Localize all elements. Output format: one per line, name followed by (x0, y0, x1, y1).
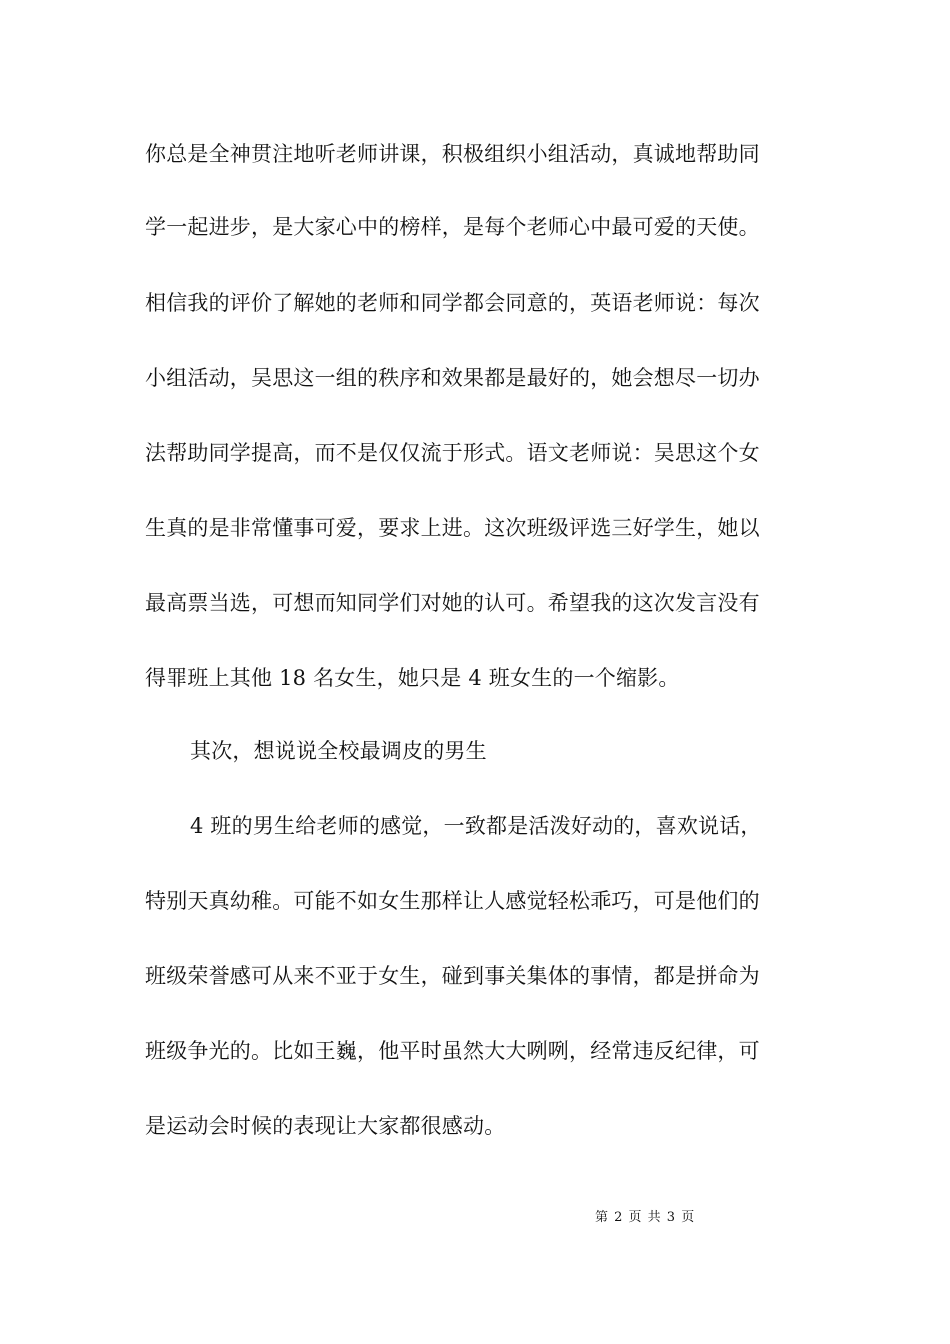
text-line: 是运动会时候的表现让大家都很感动。 (145, 1114, 506, 1138)
text-line: 你总是全神贯注地听老师讲课，积极组织小组活动，真诚地帮助同 (145, 142, 760, 166)
text-line: 生真的是非常懂事可爱，要求上进。这次班级评选三好学生，她以 (145, 516, 760, 540)
text-line: 特别天真幼稚。可能不如女生那样让人感觉轻松乖巧，可是他们的 (145, 889, 760, 913)
text-line: 相信我的评价了解她的老师和同学都会同意的，英语老师说：每次 (145, 291, 760, 315)
text-line: 班级荣誉感可从来不亚于女生，碰到事关集体的事情，都是拼命为 (145, 964, 760, 988)
text-line: 最高票当选，可想而知同学们对她的认可。希望我的这次发言没有 (145, 591, 760, 615)
text-line: 法帮助同学提高，而不是仅仅流于形式。语文老师说：吴思这个女 (145, 441, 760, 465)
paragraph-first-line: 4 班的男生给老师的感觉，一致都是活泼好动的，喜欢说话， (190, 814, 762, 838)
text-line: 班级争光的。比如王巍，他平时虽然大大咧咧，经常违反纪律，可 (145, 1039, 760, 1063)
text-line: 得罪班上其他 18 名女生，她只是 4 班女生的一个缩影。 (145, 666, 680, 690)
text-line: 小组活动，吴思这一组的秩序和效果都是最好的，她会想尽一切办 (145, 366, 760, 390)
page-number-footer: 第 2 页 共 3 页 (595, 1210, 696, 1225)
section-heading-line: 其次，想说说全校最调皮的男生 (190, 739, 487, 763)
text-line: 学一起进步，是大家心中的榜样，是每个老师心中最可爱的天使。 (145, 215, 760, 239)
